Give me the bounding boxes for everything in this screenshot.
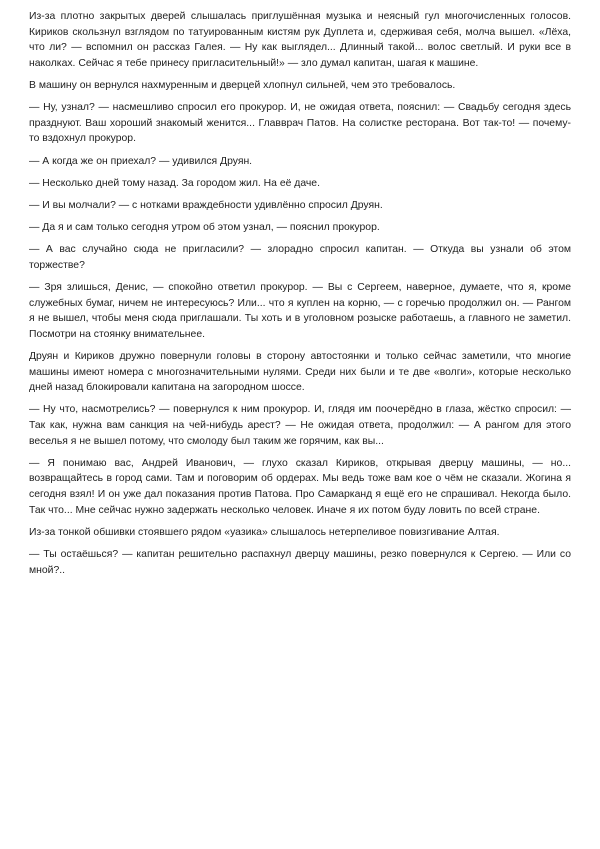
paragraph: Из-за тонкой обшивки стоявшего рядом «уазика» слышалось нетерпеливое повизгивание Алтая. — [29, 526, 500, 538]
paragraph: В машину он вернулся нахмуренным и дверцей хлопнул сильней, чем это требовалось. — [29, 79, 456, 91]
paragraph: Из-за плотно закрытых дверей слышалась приглушённая музыка и неясный гул многочисленных голосов. Кириков скользнул взглядом по татуированным кистям рук Дуплета и, сдерживая себя, молча вышел. «Лёха, что ли? — вспомнил он рассказ Галея. — Ну как выглядел... Длинный такой... волос светлый. И руки все в наколках. Сейчас я тебе принесу пригласительный!» — зло думал капитан, шагая к машине. — [29, 11, 571, 69]
paragraph: — Ну что, насмотрелись? — повернулся к ним прокурор. И, глядя им поочерёдно в глаза, жёстко спросил: — Так как, нужна вам санкция на чей-нибудь арест? — Не ожидая ответа, продолжил: — А рангом для этого веселья я не вышел потому, что смолоду был таким же горячим, как вы... — [29, 404, 571, 447]
paragraph: — А когда же он приехал? — удивился Друян. — [29, 155, 253, 167]
paragraph: Друян и Кириков дружно повернули головы в сторону автостоянки и только сейчас заметили, что многие машины имеют номера с многозначительными нулями. Среди них были и те две «волги», которые несколько дней назад блокировали капитана на загородном шоссе. — [29, 351, 571, 394]
paragraph: — Я понимаю вас, Андрей Иванович, — глухо сказал Кириков, открывая дверцу машины, — но... возвращайтесь в город сами. Там и поговорим об ордерах. Мы ведь тоже вам кое о чём не сказали. Жогина я сегодня взял! И он уже дал показания против Патова. Про Самарканд я ещё его не спрашивал. Некогда было. Так что... Мне сейчас нужно задержать несколько человек. Иначе я их потом буду ловить по всей стране. — [29, 457, 571, 516]
paragraph: — Несколько дней тому назад. За городом жил. На её даче. — [29, 177, 320, 189]
paragraph: — Да я и сам только сегодня утром об этом узнал, — пояснил прокурор. — [29, 222, 380, 234]
paragraph: — А вас случайно сюда не пригласили? — злорадно спросил капитан. — Откуда вы узнали об этом торжестве? — [29, 244, 571, 271]
paragraph: — Ну, узнал? — насмешливо спросил его прокурор. И, не ожидая ответа, пояснил: — Свадьбу сегодня здесь празднуют. Ваш хороший знакомый женится... Главврач Патов. На солистке ресторана. Вот так-то! — почему-то вздохнул прокурор. — [29, 102, 571, 145]
paragraph: — И вы молчали? — с нотками враждебности удивлённо спросил Друян. — [29, 199, 383, 211]
page-text — [29, 9, 571, 585]
paragraph: — Зря злишься, Денис, — спокойно ответил прокурор. — Вы с Сергеем, наверное, думаете, что я, кроме служебных бумаг, ничем не интересуюсь? Или... что я куплен на корню, — с горечью продолжил он. — Рангом я не вышел, чтобы меня сюда приглашали. Ты хоть и в уголовном розыске работаешь, а главного не заметил. Посмотри на стоянку внимательнее. — [29, 282, 571, 340]
paragraph: — Ты остаёшься? — капитан решительно распахнул дверцу машины, резко повернулся к Сергею. — Или со мной?.. — [29, 548, 571, 576]
